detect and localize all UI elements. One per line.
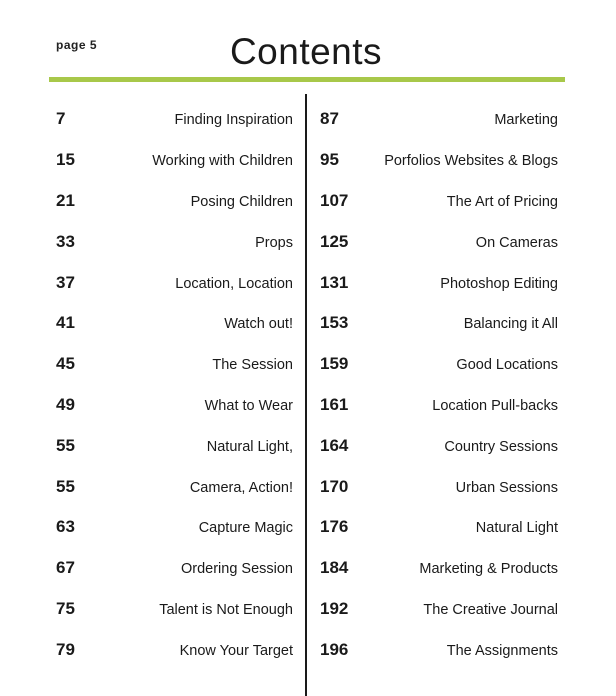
toc-entry[interactable] [320, 507, 558, 548]
toc-page-number: 49 [56, 394, 75, 414]
toc-entry[interactable] [56, 262, 293, 303]
toc-page-number: 33 [56, 231, 75, 251]
toc-page-number: 45 [56, 354, 75, 374]
toc-page-number: 184 [320, 558, 349, 578]
toc-entry[interactable] [320, 181, 558, 222]
toc-entry-title: Country Sessions [444, 438, 558, 455]
toc-entry-title: Props [255, 234, 293, 251]
toc-entry[interactable] [320, 140, 558, 181]
toc-page-number: 55 [56, 435, 75, 455]
toc-page-number: 55 [56, 476, 75, 496]
toc-entry-title: Marketing & Products [419, 561, 558, 578]
toc-entry-title: Know Your Target [179, 642, 293, 659]
toc-entry-title: Capture Magic [198, 520, 293, 537]
toc-page-number: 170 [320, 476, 349, 496]
toc-left-column [56, 99, 293, 670]
toc-entry[interactable] [56, 140, 293, 181]
toc-page-number: 15 [56, 150, 75, 170]
toc-entry-title: Location Pull-backs [432, 397, 558, 414]
toc-entry[interactable] [320, 425, 558, 466]
toc-entry[interactable] [56, 466, 293, 507]
toc-entry[interactable] [320, 629, 558, 670]
toc-entry[interactable] [56, 344, 293, 385]
toc-page-number: 7 [56, 109, 66, 129]
toc-entry-title: The Assignments [446, 642, 558, 659]
toc-entry[interactable] [56, 425, 293, 466]
toc-page-number: 176 [320, 517, 349, 537]
toc-page-number: 41 [56, 313, 75, 333]
toc-entry-title: Porfolios Websites & Blogs [384, 153, 558, 170]
toc-entry-title: Natural Light, [206, 438, 293, 455]
toc-page-number: 125 [320, 231, 349, 251]
toc-page-number: 63 [56, 517, 75, 537]
toc-page-number: 75 [56, 598, 75, 618]
column-divider [305, 94, 307, 696]
toc-entry-title: Finding Inspiration [174, 112, 293, 129]
toc-entry[interactable] [56, 589, 293, 630]
toc-entry[interactable] [320, 303, 558, 344]
toc-entry[interactable] [320, 589, 558, 630]
toc-page-number: 159 [320, 354, 349, 374]
toc-page-number: 37 [56, 272, 75, 292]
toc-entry-title: Good Locations [456, 357, 558, 374]
toc-entry-title: On Cameras [475, 234, 558, 251]
toc-page-number: 192 [320, 598, 349, 618]
toc-entry-title: The Art of Pricing [446, 193, 558, 210]
toc-entry[interactable] [56, 385, 293, 426]
toc-entry[interactable] [320, 548, 558, 589]
toc-page-number: 87 [320, 109, 339, 129]
toc-page-number: 161 [320, 394, 349, 414]
toc-entry-title: Working with Children [152, 153, 293, 170]
toc-entry[interactable] [56, 221, 293, 262]
toc-page-number: 95 [320, 150, 339, 170]
toc-entry[interactable] [56, 629, 293, 670]
toc-page-number: 153 [320, 313, 349, 333]
toc-entry-title: Watch out! [224, 316, 293, 333]
page-title-text: Contents [229, 31, 383, 72]
toc-entry[interactable] [56, 303, 293, 344]
toc-entry-title: Urban Sessions [455, 479, 558, 496]
toc-entry-title: Natural Light [475, 520, 558, 537]
toc-entry-title: Marketing [494, 112, 558, 129]
toc-entry[interactable] [56, 181, 293, 222]
toc-entry[interactable] [320, 99, 558, 140]
toc-entry[interactable] [320, 466, 558, 507]
toc-entry[interactable] [56, 548, 293, 589]
toc-entry-title: Camera, Action! [189, 479, 293, 496]
toc-page-number: 21 [56, 190, 75, 210]
toc-entry[interactable] [320, 221, 558, 262]
toc-right-column [320, 99, 558, 670]
toc-entry-title: The Creative Journal [423, 601, 558, 618]
toc-entry-title: The Session [212, 357, 293, 374]
toc-entry-title: Ordering Session [180, 561, 293, 578]
toc-entry[interactable] [320, 385, 558, 426]
toc-entry-title: What to Wear [204, 397, 293, 414]
toc-page-number: 164 [320, 435, 349, 455]
page-number-label: page 5 [56, 38, 98, 52]
toc-page-number: 196 [320, 639, 349, 659]
toc-page-number: 79 [56, 639, 75, 659]
toc-page-number: 107 [320, 190, 349, 210]
toc-entry-title: Talent is Not Enough [159, 601, 293, 618]
title-underline-rule [49, 77, 565, 82]
toc-page-number: 131 [320, 272, 349, 292]
toc-entry[interactable] [56, 99, 293, 140]
toc-page-number: 67 [56, 558, 75, 578]
toc-entry[interactable] [320, 262, 558, 303]
toc-entry-title: Balancing it All [463, 316, 558, 333]
toc-entry[interactable] [320, 344, 558, 385]
page-title [0, 28, 616, 76]
toc-entry-title: Photoshop Editing [440, 275, 558, 292]
toc-entry[interactable] [56, 507, 293, 548]
toc-entry-title: Location, Location [175, 275, 293, 292]
toc-entry-title: Posing Children [190, 193, 293, 210]
